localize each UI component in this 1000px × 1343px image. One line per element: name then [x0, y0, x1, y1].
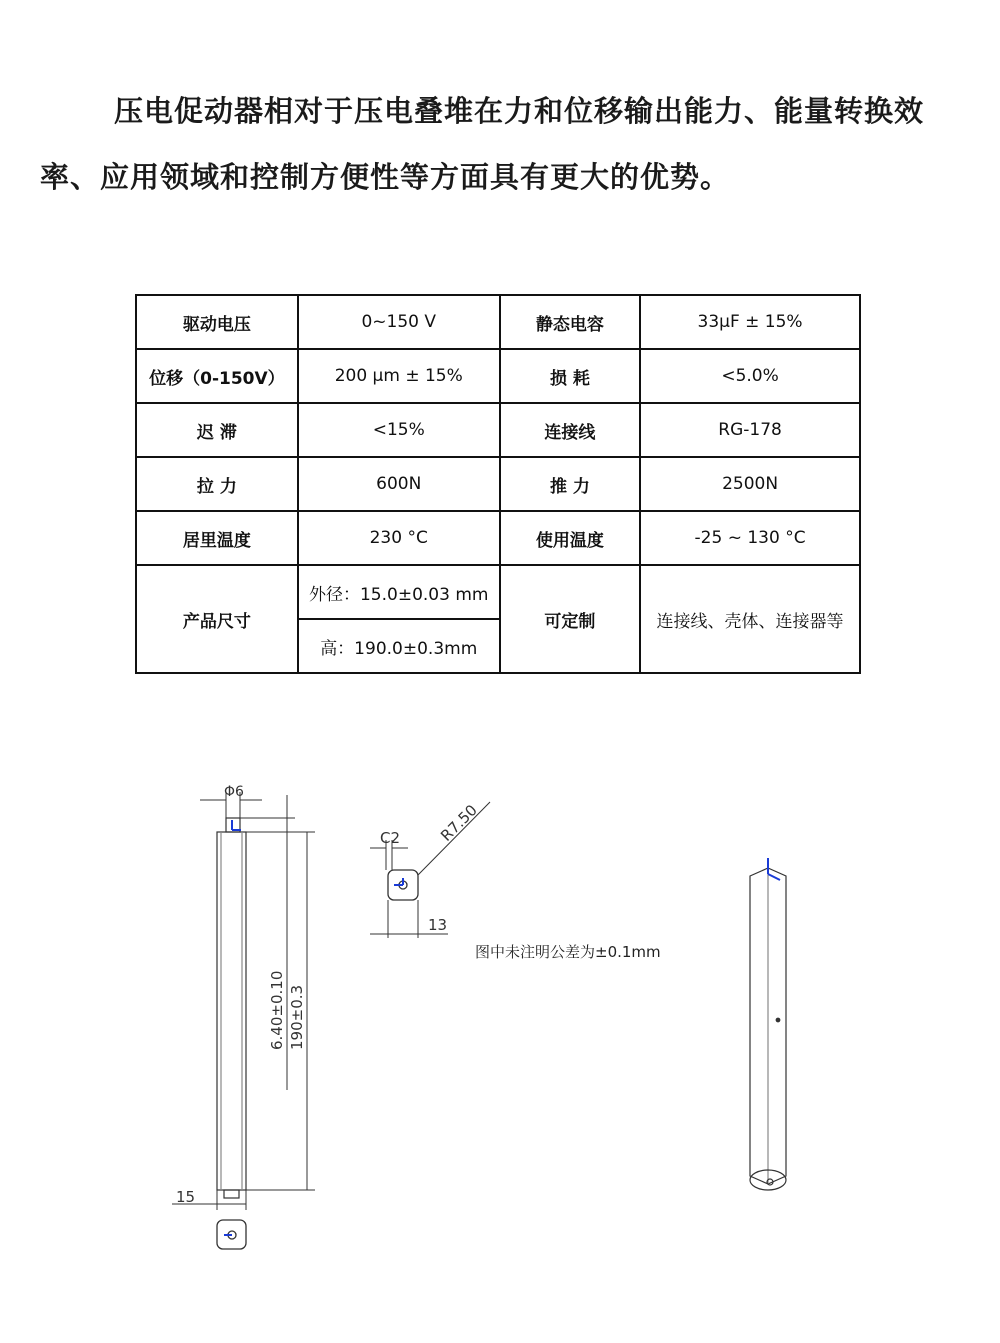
spec-key: 位移（0-150V）	[136, 349, 298, 403]
spec-value: 33μF ± 15%	[640, 295, 860, 349]
chamfer-label: C2	[380, 829, 401, 847]
isometric-view	[750, 858, 786, 1190]
total-height-label: 190±0.3	[288, 984, 306, 1050]
spec-value: 230 °C	[298, 511, 500, 565]
spec-key: 迟 滞	[136, 403, 298, 457]
table-row	[136, 349, 860, 403]
inner-height-label: 6.40±0.10	[268, 970, 286, 1050]
radius-label: R7.50	[437, 801, 481, 845]
intro-paragraph: 压电促动器相对于压电叠堆在力和位移输出能力、能量转换效率、应用领域和控制方便性等方面具有更大的优势。	[40, 94, 925, 194]
spec-key: 产品尺寸	[136, 565, 298, 673]
front-view	[217, 818, 246, 1198]
tolerance-note: 图中未注明公差为±0.1mm	[475, 943, 661, 961]
spec-key: 使用温度	[500, 511, 640, 565]
spec-value: 外径：15.0±0.03 mm	[298, 565, 500, 619]
spec-value: <5.0%	[640, 349, 860, 403]
phi-label: Φ6	[224, 784, 244, 800]
spec-key: 静态电容	[500, 295, 640, 349]
side-label: 13	[428, 916, 448, 934]
spec-key: 驱动电压	[136, 295, 298, 349]
top-end-view	[388, 870, 418, 900]
technical-drawing	[0, 740, 1000, 1300]
table-row	[136, 511, 860, 565]
spec-value: 连接线、壳体、连接器等	[640, 565, 860, 673]
spec-value: <15%	[298, 403, 500, 457]
spec-value: 高：190.0±0.3mm	[298, 619, 500, 673]
spec-table	[135, 294, 861, 674]
spec-value: 200 μm ± 15%	[298, 349, 500, 403]
spec-key: 居里温度	[136, 511, 298, 565]
table-row	[136, 403, 860, 457]
spec-key: 拉 力	[136, 457, 298, 511]
spec-key: 损 耗	[500, 349, 640, 403]
width-label: 15	[176, 1188, 196, 1206]
spec-key: 可定制	[500, 565, 640, 673]
spec-value: -25 ~ 130 °C	[640, 511, 860, 565]
bottom-end-view	[217, 1220, 246, 1249]
spec-key: 连接线	[500, 403, 640, 457]
spec-value: 600N	[298, 457, 500, 511]
spec-value: 0~150 V	[298, 295, 500, 349]
table-row	[136, 457, 860, 511]
table-row	[136, 565, 860, 619]
table-row	[136, 295, 860, 349]
spec-key: 推 力	[500, 457, 640, 511]
spec-value: 2500N	[640, 457, 860, 511]
spec-value: RG-178	[640, 403, 860, 457]
